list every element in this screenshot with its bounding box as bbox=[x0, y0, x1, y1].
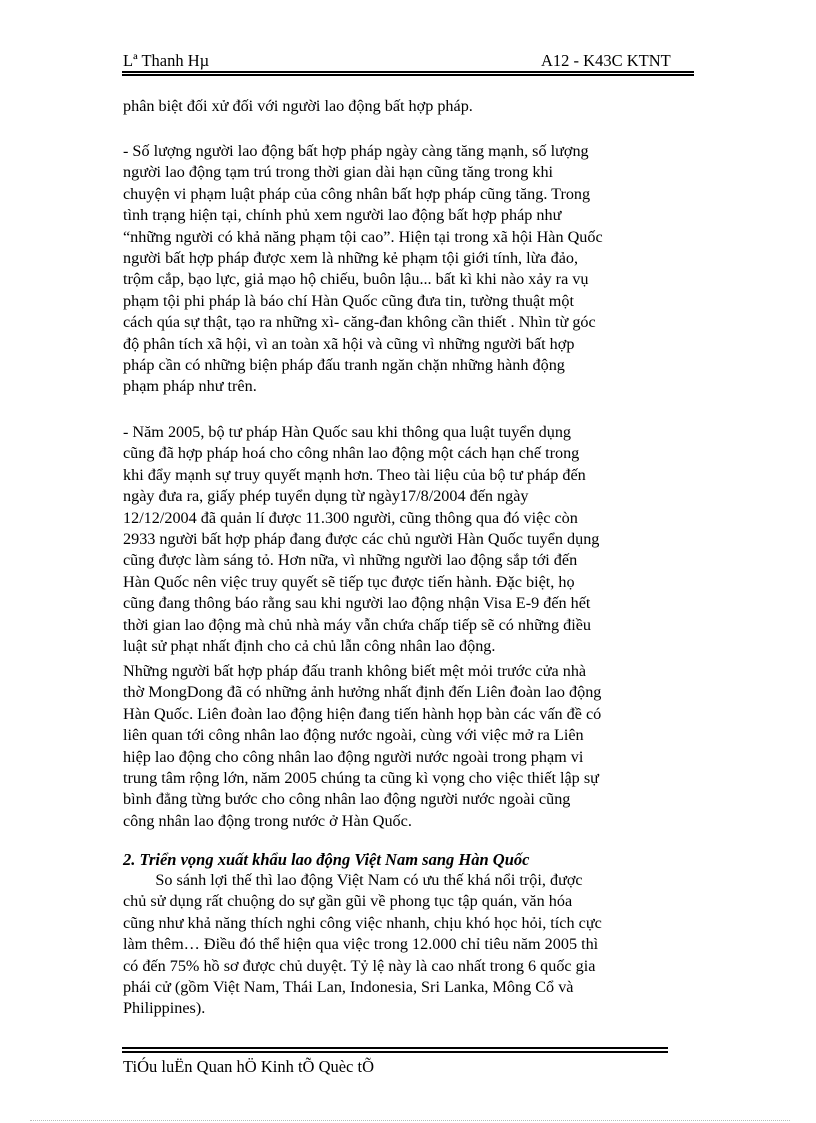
paragraph bbox=[123, 141, 698, 398]
text-line: độ phân tích xã hội, vì an toàn xã hội và cũng vì những người bất hợp bbox=[123, 334, 575, 353]
text-line: cách qúa sự thật, tạo ra những xì- căng-đan không cần thiết . Nhìn từ góc bbox=[123, 313, 596, 332]
text-line: cũng đang thông báo rằng sau khi người lao động nhận Visa E-9 đến hết bbox=[123, 594, 591, 613]
text-line: chủ sử dụng rất chuộng do sự gần gũi về phong tục tập quán, văn hóa bbox=[123, 892, 573, 911]
text-line: làm thêm… Điều đó thể hiện qua việc trong 12.000 chỉ tiêu năm 2005 thì bbox=[123, 935, 599, 954]
section-heading: 2. Triển vọng xuất khẩu lao động Việt Nam sang Hàn Quốc bbox=[123, 850, 530, 869]
text-line: chuyện vi phạm luật pháp của công nhân bất hợp pháp cũng tăng. Trong bbox=[123, 184, 591, 203]
text-line: bình đẳng từng bước cho công nhân lao động người nước ngoài cũng bbox=[123, 790, 571, 809]
page-edge-divider bbox=[30, 1120, 790, 1121]
paragraph bbox=[123, 422, 698, 657]
text-line: hiệp lao động cho công nhân lao động người nước ngoài trong phạm vi bbox=[123, 747, 584, 766]
text-line: thời gian lao động mà chủ nhà máy vẫn chứa chấp tiếp sẽ có những điều bbox=[123, 615, 591, 634]
text-line: phạm pháp như trên. bbox=[123, 377, 257, 396]
text-line: cũng như khả năng thích nghi công việc nhanh, chịu khó học hỏi, tích cực bbox=[123, 913, 602, 932]
text-line: - Năm 2005, bộ tư pháp Hàn Quốc sau khi thông qua luật tuyển dụng bbox=[123, 423, 572, 441]
text-line: pháp cần có những biện pháp đấu tranh ngăn chặn những hành động bbox=[123, 356, 565, 375]
header-rule-secondary bbox=[122, 74, 694, 76]
text-line: cũng đã hợp pháp hoá cho công nhân lao động một cách hạn chế trong bbox=[123, 444, 580, 463]
text-line: So sánh lợi thế thì lao động Việt Nam có ưu thế khá nổi trội, được bbox=[123, 871, 583, 889]
text-line: khi đẩy mạnh sự truy quyết mạnh hơn. Theo tài liệu của bộ tư pháp đến bbox=[123, 465, 586, 484]
text-line: công nhân lao động trong nước ở Hàn Quốc. bbox=[123, 811, 412, 830]
text-line: Hàn Quốc nên việc truy quyết sẽ tiếp tục được tiến hành. Đặc biệt, họ bbox=[123, 572, 575, 591]
text-line: thờ MongDong đã có những ảnh hưởng nhất định đến Liên đoàn lao động bbox=[123, 683, 602, 702]
text-line: ngày đưa ra, giấy phép tuyển dụng từ ngày17/8/2004 đến ngày bbox=[123, 487, 529, 506]
text-line: 2933 người bất hợp pháp đang được các chủ người Hàn Quốc tuyển dụng bbox=[123, 530, 600, 549]
paragraph bbox=[123, 96, 698, 117]
text-line: “những người có khả năng phạm tội cao”. Hiện tại trong xã hội Hàn Quốc bbox=[123, 227, 603, 246]
text-line: phân biệt đối xử đối với người lao động bất hợp pháp. bbox=[123, 97, 473, 115]
header-class: A12 - K43C KTNT bbox=[541, 51, 671, 70]
text-line: phạm tội phi pháp là báo chí Hàn Quốc cũng đưa tin, tường thuật một bbox=[123, 291, 574, 310]
text-line: Những người bất hợp pháp đấu tranh không biết mệt mỏi trước cửa nhà bbox=[123, 662, 587, 680]
text-line: Philippines). bbox=[123, 999, 206, 1018]
header-author: Lª Thanh Hµ bbox=[123, 51, 210, 70]
text-line: Hàn Quốc. Liên đoàn lao động hiện đang tiến hành họp bàn các vấn đề có bbox=[123, 704, 602, 723]
text-line: cũng được làm sáng tỏ. Hơn nữa, vì những người lao động sắp tới đến bbox=[123, 551, 578, 570]
text-line: người bất hợp pháp được xem là những kẻ phạm tội giới tính, lừa đảo, bbox=[123, 249, 579, 268]
footer-text: TiÓu luËn Quan hÖ Kinh tÕ Quèc tÕ bbox=[123, 1057, 375, 1076]
section-paragraph bbox=[123, 870, 698, 1020]
footer-rule-secondary bbox=[122, 1051, 668, 1053]
text-line: người lao động tạm trú trong thời gian dài hạn cũng tăng trong khi bbox=[123, 163, 554, 182]
text-line: có đến 75% hồ sơ được chủ duyệt. Tỷ lệ này là cao nhất trong 6 quốc gia bbox=[123, 956, 596, 975]
text-line: phái cử (gồm Việt Nam, Thái Lan, Indonesia, Sri Lanka, Mông Cổ và bbox=[123, 978, 574, 997]
text-line: trung tâm rộng lớn, năm 2005 chúng ta cũng kì vọng cho việc thiết lập sự bbox=[123, 769, 599, 788]
text-line: liên quan tới công nhân lao động nước ngoài, cùng với việc mở ra Liên bbox=[123, 726, 584, 745]
text-line: tình trạng hiện tại, chính phủ xem người lao động bất hợp pháp như bbox=[123, 206, 562, 225]
text-line: - Số lượng người lao động bất hợp pháp ngày càng tăng mạnh, số lượng bbox=[123, 142, 589, 160]
text-line: trộm cắp, bạo lực, giả mạo hộ chiếu, buôn lậu... bất kì khi nào xảy ra vụ bbox=[123, 270, 589, 289]
header-rule bbox=[122, 71, 694, 73]
footer-rule bbox=[122, 1047, 668, 1049]
text-line: luật sử phạt nhất định cho cả chủ lẫn công nhân lao động. bbox=[123, 637, 496, 656]
text-line: 12/12/2004 đã quản lí được 11.300 người, cũng thông qua đó việc còn bbox=[123, 508, 578, 527]
paragraph bbox=[123, 661, 698, 832]
